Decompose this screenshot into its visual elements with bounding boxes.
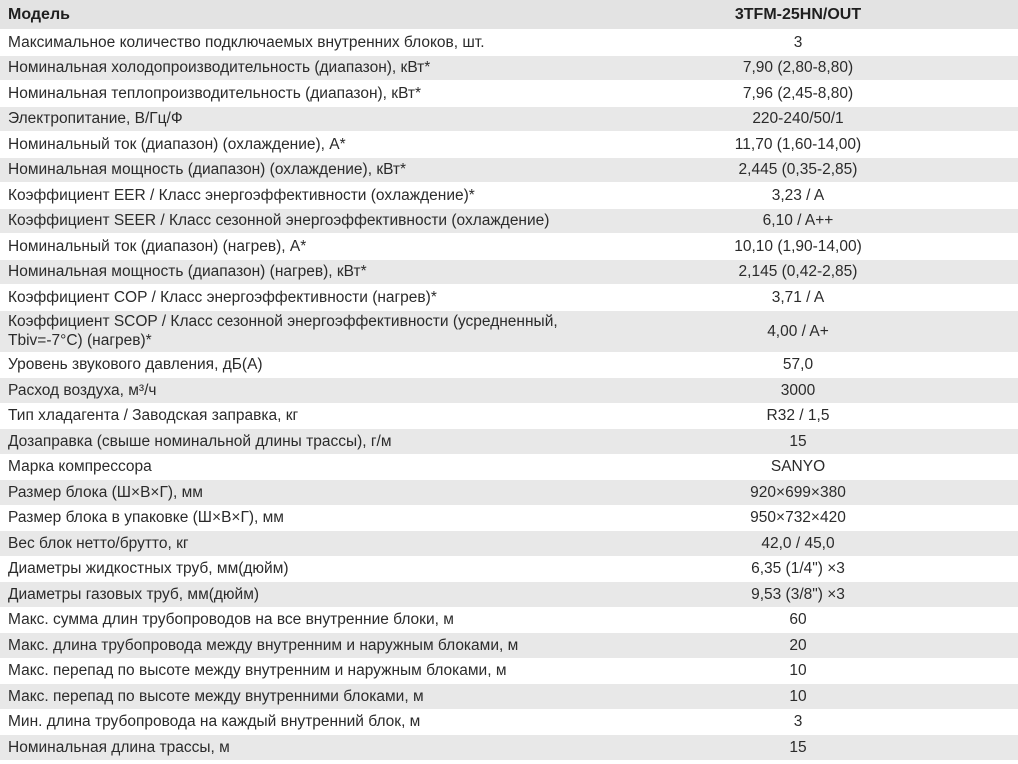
table-header-row (0, 0, 1018, 30)
table-row (0, 208, 1018, 234)
row-label: Расход воздуха, м³/ч (0, 378, 578, 404)
row-label: Дозаправка (свыше номинальной длины трассы), г/м (0, 429, 578, 455)
row-value: 920×699×380 (578, 480, 1018, 506)
row-label: Коэффициент SCOP / Класс сезонной энергоэффективности (усредненный, Tbiv=-7°C) (нагрев)* (0, 310, 578, 352)
row-value: 3 (578, 709, 1018, 735)
table-row (0, 81, 1018, 107)
row-value: 6,35 (1/4") ×3 (578, 556, 1018, 582)
row-label: Макс. перепад по высоте между внутренними блоками, м (0, 684, 578, 710)
table-row (0, 285, 1018, 311)
table-row (0, 531, 1018, 557)
row-label: Номинальный ток (диапазон) (охлаждение), А* (0, 132, 578, 158)
row-label: Уровень звукового давления, дБ(А) (0, 352, 578, 378)
table-row (0, 658, 1018, 684)
row-value: 7,90 (2,80-8,80) (578, 55, 1018, 81)
table-row (0, 607, 1018, 633)
row-value: 15 (578, 735, 1018, 761)
row-label: Марка компрессора (0, 454, 578, 480)
table-row (0, 30, 1018, 56)
row-value: 42,0 / 45,0 (578, 531, 1018, 557)
table-row (0, 259, 1018, 285)
row-label: Диаметры газовых труб, мм(дюйм) (0, 582, 578, 608)
row-label: Номинальная мощность (диапазон) (охлаждение), кВт* (0, 157, 578, 183)
row-label: Диаметры жидкостных труб, мм(дюйм) (0, 556, 578, 582)
table-row (0, 582, 1018, 608)
table-row (0, 378, 1018, 404)
row-label: Максимальное количество подключаемых внутренних блоков, шт. (0, 30, 578, 56)
row-label: Размер блока (Ш×В×Г), мм (0, 480, 578, 506)
row-value: 15 (578, 429, 1018, 455)
row-value: 7,96 (2,45-8,80) (578, 81, 1018, 107)
row-label: Номинальная мощность (диапазон) (нагрев), кВт* (0, 259, 578, 285)
table-row (0, 310, 1018, 352)
row-label: Номинальная длина трассы, м (0, 735, 578, 761)
row-value: 11,70 (1,60-14,00) (578, 132, 1018, 158)
row-value: 57,0 (578, 352, 1018, 378)
table-row (0, 735, 1018, 761)
row-label: Коэффициент EER / Класс энергоэффективности (охлаждение)* (0, 183, 578, 209)
row-label: Размер блока в упаковке (Ш×В×Г), мм (0, 505, 578, 531)
table-row (0, 684, 1018, 710)
row-value: 3,71 / A (578, 285, 1018, 311)
row-label: Макс. сумма длин трубопроводов на все внутренние блоки, м (0, 607, 578, 633)
table-row (0, 633, 1018, 659)
row-value: 220-240/50/1 (578, 106, 1018, 132)
table-row (0, 234, 1018, 260)
table-row (0, 505, 1018, 531)
row-value: 10 (578, 684, 1018, 710)
table-row (0, 403, 1018, 429)
row-value: R32 / 1,5 (578, 403, 1018, 429)
row-value: 4,00 / A+ (578, 310, 1018, 352)
row-value: 6,10 / A++ (578, 208, 1018, 234)
table-row (0, 132, 1018, 158)
model-header-value: 3TFM-25HN/OUT (578, 0, 1018, 30)
model-header-label: Модель (0, 0, 578, 30)
table-row (0, 454, 1018, 480)
row-value: 10,10 (1,90-14,00) (578, 234, 1018, 260)
table-row (0, 106, 1018, 132)
table-row (0, 183, 1018, 209)
row-value: 3 (578, 30, 1018, 56)
row-value: 9,53 (3/8") ×3 (578, 582, 1018, 608)
row-label: Макс. перепад по высоте между внутренним и наружным блоками, м (0, 658, 578, 684)
table-row (0, 480, 1018, 506)
row-value: 10 (578, 658, 1018, 684)
table-row (0, 709, 1018, 735)
row-value: 950×732×420 (578, 505, 1018, 531)
row-value: 2,145 (0,42-2,85) (578, 259, 1018, 285)
table-row (0, 556, 1018, 582)
row-value: 20 (578, 633, 1018, 659)
row-value: 3000 (578, 378, 1018, 404)
row-value: SANYO (578, 454, 1018, 480)
row-label: Тип хладагента / Заводская заправка, кг (0, 403, 578, 429)
row-label: Электропитание, В/Гц/Ф (0, 106, 578, 132)
row-label: Номинальный ток (диапазон) (нагрев), А* (0, 234, 578, 260)
table-row (0, 352, 1018, 378)
row-value: 2,445 (0,35-2,85) (578, 157, 1018, 183)
table-row (0, 157, 1018, 183)
table-row (0, 429, 1018, 455)
table-row (0, 55, 1018, 81)
row-label: Номинальная холодопроизводительность (диапазон), кВт* (0, 55, 578, 81)
row-label: Вес блок нетто/брутто, кг (0, 531, 578, 557)
row-value: 3,23 / A (578, 183, 1018, 209)
row-label: Коэффициент COP / Класс энергоэффективности (нагрев)* (0, 285, 578, 311)
row-label: Коэффициент SEER / Класс сезонной энергоэффективности (охлаждение) (0, 208, 578, 234)
row-label: Мин. длина трубопровода на каждый внутренний блок, м (0, 709, 578, 735)
row-value: 60 (578, 607, 1018, 633)
row-label: Номинальная теплопроизводительность (диапазон), кВт* (0, 81, 578, 107)
row-label: Макс. длина трубопровода между внутренним и наружным блоками, м (0, 633, 578, 659)
